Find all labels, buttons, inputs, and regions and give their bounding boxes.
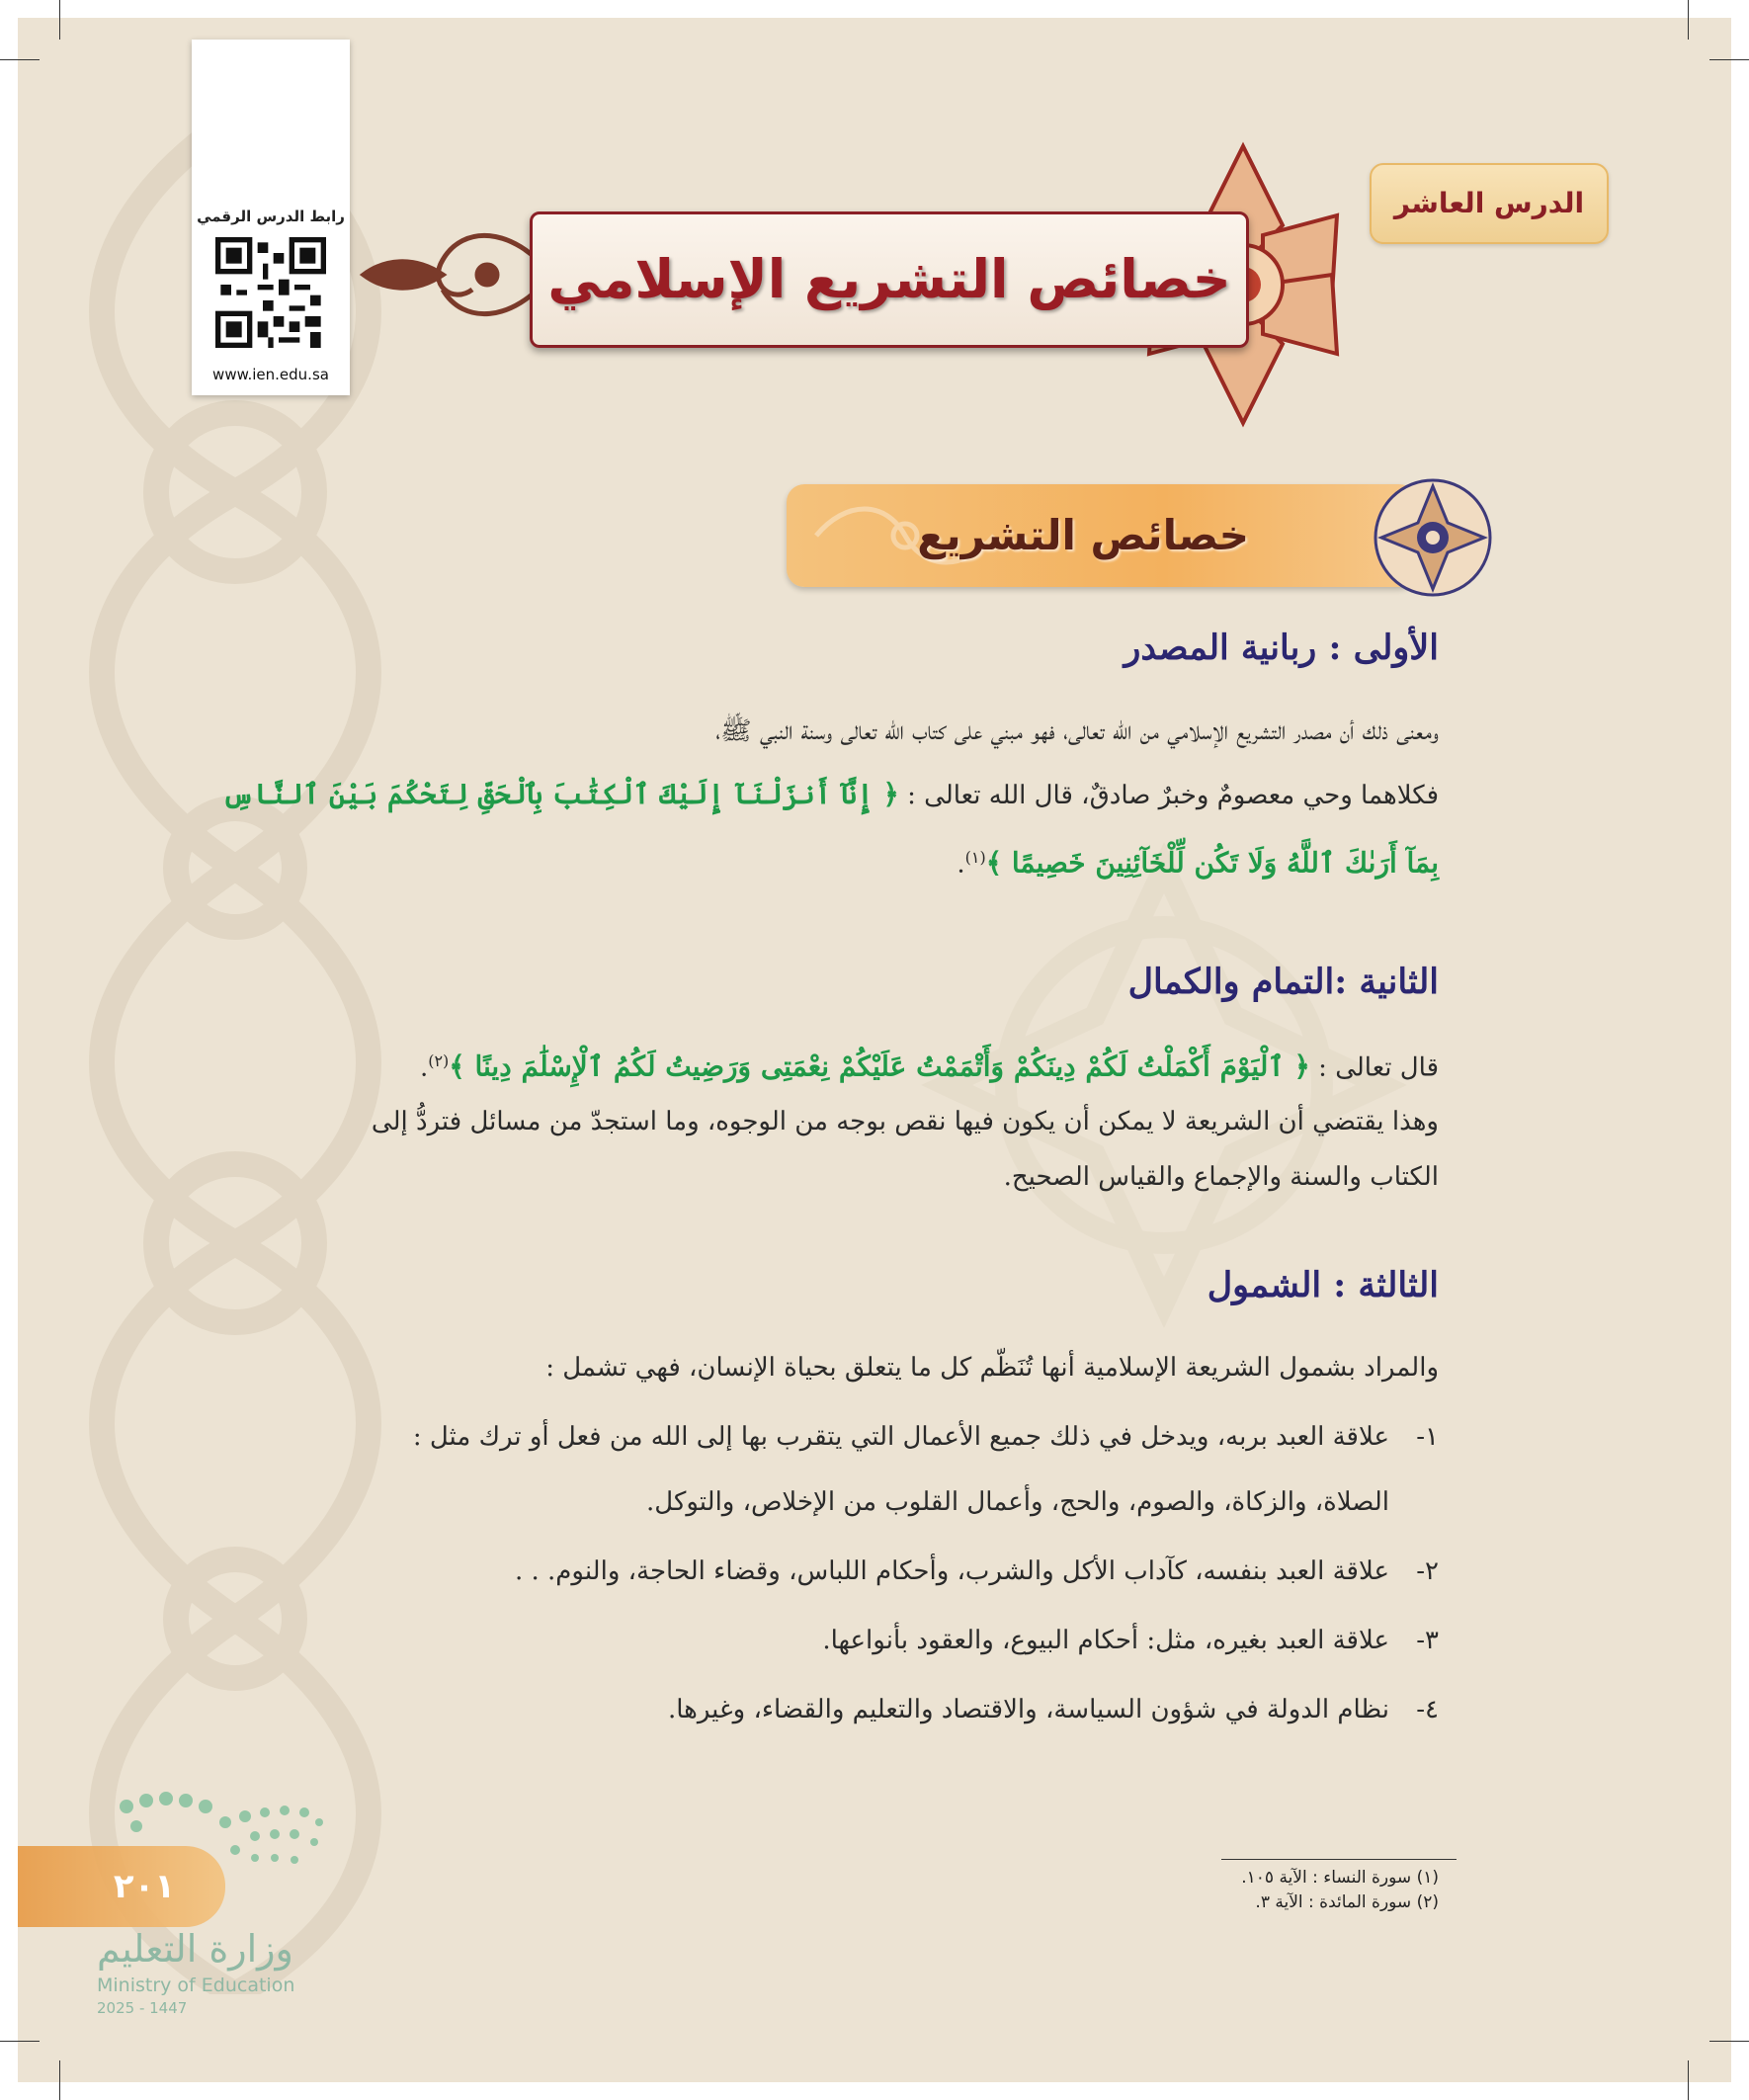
crop-mark xyxy=(59,0,60,40)
first-line-1: ومعنى ذلك أن مصدر التشريع الإسلامي من الله تعالى، فهو مبني على كتاب الله تعالى وسنة النبي ﷺ، xyxy=(715,716,1439,746)
second-intro: قال تعالى : xyxy=(1318,1052,1439,1083)
section-header xyxy=(787,484,1417,587)
lesson-badge: الدرس العاشر xyxy=(1370,163,1609,244)
crop-mark xyxy=(0,2041,40,2042)
second-line-3: الكتاب والسنة والإجماع والقياس الصحيح. xyxy=(1003,1162,1439,1192)
crop-mark xyxy=(0,59,40,60)
list-text: علاقة العبد بربه، ويدخل في ذلك جميع الأعمال التي يتقرب بها إلى الله من فعل أو ترك مثل : xyxy=(412,1422,1389,1452)
edition-year: 2025 - 1447 xyxy=(97,1999,188,2017)
page-number: ٢٠١ xyxy=(113,1867,176,1906)
list-item xyxy=(668,1685,1439,1734)
crop-mark xyxy=(1688,2060,1689,2100)
list-number: ٣- xyxy=(1416,1626,1439,1655)
footnote-1: (١) سورة النساء : الآية ١٠٥. xyxy=(1241,1868,1439,1888)
heading-third: الثالثة : الشمول xyxy=(1207,1265,1439,1305)
qr-label: رابط الدرس الرقمي xyxy=(197,208,345,225)
crop-mark xyxy=(1709,59,1749,60)
crop-mark xyxy=(1709,2041,1749,2042)
list-number: ٤- xyxy=(1416,1695,1439,1724)
list-item xyxy=(413,1412,1439,1462)
list-text: علاقة العبد بغيره، مثل: أحكام البيوع، والعقود بأنواعها. xyxy=(822,1626,1389,1655)
list-item-continuation: الصلاة، والزكاة، والصوم، والحج، وأعمال القلوب من الإخلاص، والتوكل. xyxy=(646,1487,1389,1517)
ministry-name-ar: وزارة التعليم xyxy=(97,1927,293,1971)
second-line-1 xyxy=(420,1037,1439,1093)
list-number: ١- xyxy=(1416,1422,1439,1452)
footnote-ref-1: (١) xyxy=(964,848,986,867)
footnote-2: (٢) سورة المائدة : الآية ٣. xyxy=(1255,1892,1439,1912)
third-intro: والمراد بشمول الشريعة الإسلامية أنها تُنَظّم كل ما يتعلق بحياة الإنسان، فهي تشمل : xyxy=(545,1353,1439,1383)
list-text: نظام الدولة في شؤون السياسة، والاقتصاد والتعليم والقضاء، وغيرها. xyxy=(667,1695,1389,1724)
verse-nisa-a: ﴿ إِنَّآ أَنزَلْنَآ إِلَيْكَ ٱلْكِتَٰبَ بِٱلْحَقِّ لِتَحْكُمَ بَيْنَ ٱلنَّاسِ xyxy=(221,778,899,810)
heading-second: الثانية :التمام والكمال xyxy=(1127,962,1439,1002)
footnote-ref-2: (٢) xyxy=(428,1051,450,1070)
verse-nisa-b: بِمَآ أَرَىٰكَ ٱللَّهُ وَلَا تَكُن لِّلْخَآئِنِينَ خَصِيمًا ﴾ xyxy=(985,846,1439,880)
second-line-2: وهذا يقتضي أن الشريعة لا يمكن أن يكون فيها نقص بوجه من الوجوه، وما استجدّ من مسائل فتردُّ إلى xyxy=(371,1107,1439,1136)
verse-maidah: ﴿ ٱلْيَوْمَ أَكْمَلْتُ لَكُمْ دِينَكُمْ وَأَتْمَمْتُ عَلَيْكُمْ نِعْمَتِى وَرَضِيتُ لَكُمُ ٱلْإِسْلَٰمَ دِينًا ﴾ xyxy=(449,1050,1310,1083)
qr-code-icon[interactable] xyxy=(215,237,326,348)
qr-card[interactable] xyxy=(192,40,350,395)
section-title: خصائص التشريع xyxy=(917,511,1249,559)
crop-mark xyxy=(59,2060,60,2100)
title-banner xyxy=(530,211,1249,348)
first-end: . xyxy=(957,849,965,880)
page xyxy=(18,18,1731,2082)
ministry-name-en: Ministry of Education xyxy=(97,1974,295,1996)
heading-first: الأولى : ربانية المصدر xyxy=(1124,628,1439,668)
first-line-2-text: فكلاهما وحي معصومٌ وخبرٌ صادقٌ، قال الله تعالى : xyxy=(907,781,1439,810)
first-line-3 xyxy=(957,833,1439,889)
second-end: . xyxy=(419,1052,429,1083)
crop-mark xyxy=(1688,0,1689,40)
medallion-icon xyxy=(1370,474,1496,601)
list-number: ٢- xyxy=(1416,1556,1439,1586)
list-item xyxy=(515,1547,1439,1596)
list-text: علاقة العبد بنفسه، كآداب الأكل والشرب، وأحكام اللباس، وقضاء الحاجة، والنوم. . . xyxy=(514,1556,1389,1586)
page-title: خصائص التشريع الإسلامي xyxy=(547,248,1231,310)
list-item xyxy=(822,1616,1439,1665)
first-line-2 xyxy=(222,770,1439,820)
qr-url: www.ien.edu.sa xyxy=(212,366,329,383)
footnote-divider xyxy=(1221,1859,1457,1860)
